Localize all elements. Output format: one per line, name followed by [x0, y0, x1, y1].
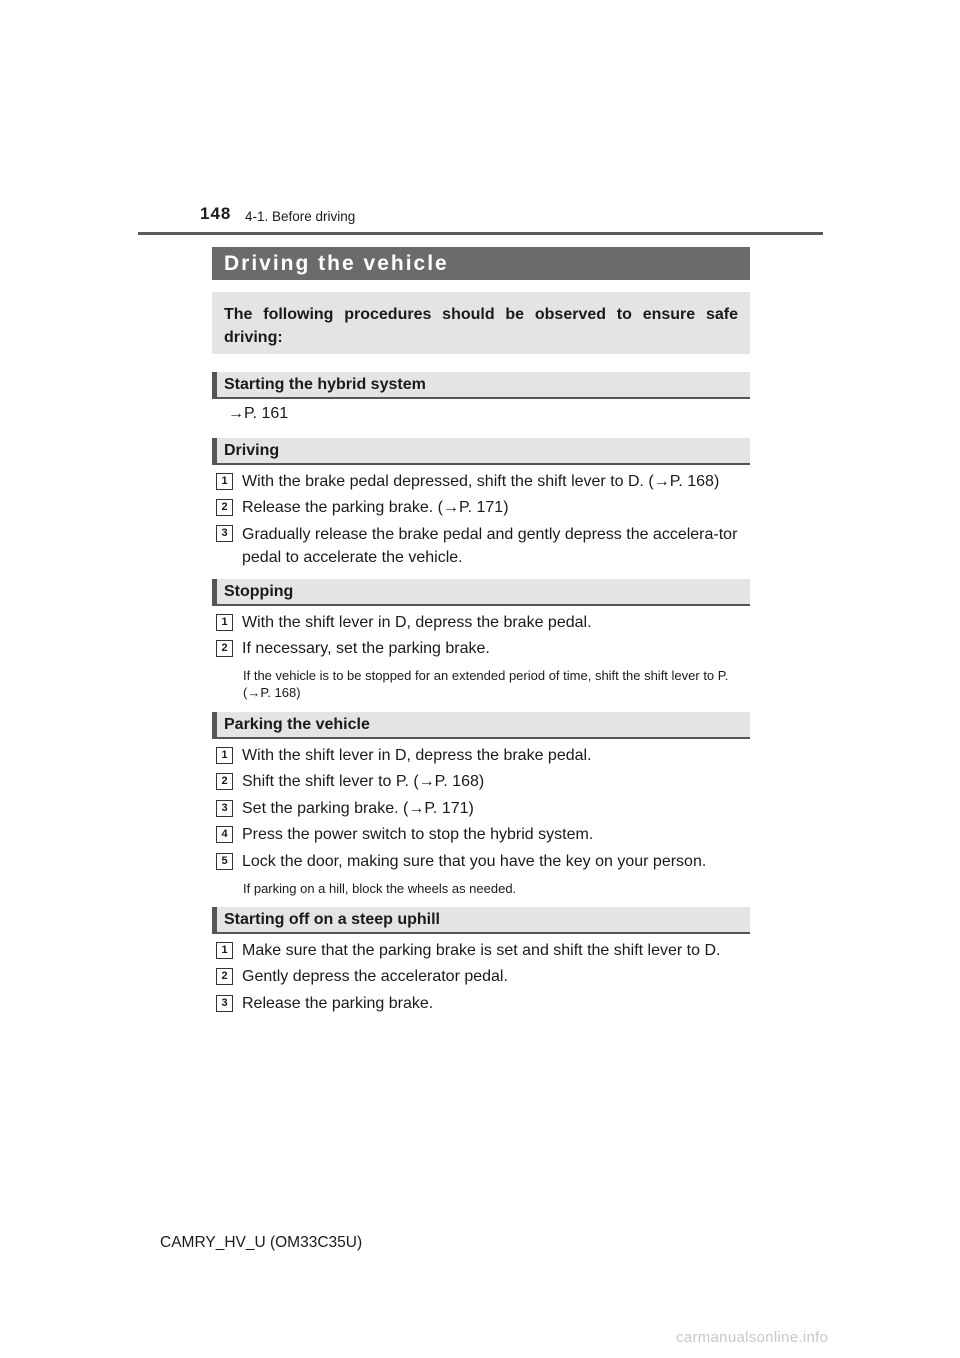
- step-number: 1: [216, 942, 233, 959]
- step-number: 2: [216, 968, 233, 985]
- step-text: Set the parking brake. (→P. 171): [242, 800, 474, 817]
- page-number: 148: [200, 204, 232, 223]
- subheading-starting: Starting the hybrid system: [212, 372, 750, 399]
- step-text: With the brake pedal depressed, shift the shift lever to D. (→P. 168): [242, 473, 720, 490]
- step-text: Gradually release the brake pedal and gently depress the accelera-tor pedal to accelerate the vehicle.: [242, 526, 738, 566]
- step-text: With the shift lever in D, depress the brake pedal.: [242, 614, 592, 631]
- subheading-stopping: Stopping: [212, 579, 750, 606]
- breadcrumb: 4-1. Before driving: [245, 209, 356, 224]
- step-text: With the shift lever in D, depress the brake pedal.: [242, 747, 592, 764]
- step-text: Make sure that the parking brake is set and shift the shift lever to D.: [242, 942, 721, 959]
- step-text: Lock the door, making sure that you have the key on your person.: [242, 853, 707, 870]
- step-text: If necessary, set the parking brake.: [242, 640, 490, 657]
- step-text: Shift the shift lever to P. (→P. 168): [242, 773, 485, 790]
- step-number: 2: [216, 773, 233, 790]
- step-number: 1: [216, 747, 233, 764]
- section-title: Driving the vehicle: [212, 247, 750, 280]
- subheading-parking: Parking the vehicle: [212, 712, 750, 739]
- step-number: 4: [216, 826, 233, 843]
- step-number: 2: [216, 640, 233, 657]
- step-number: 1: [216, 473, 233, 490]
- step-number: 3: [216, 525, 233, 542]
- subheading-driving: Driving: [212, 438, 750, 465]
- watermark: carmanualsonline.info: [676, 1329, 829, 1346]
- step-number: 3: [216, 995, 233, 1012]
- step-text: Gently depress the accelerator pedal.: [242, 968, 508, 985]
- step-number: 5: [216, 853, 233, 870]
- page-reference: →P. 161: [228, 405, 289, 422]
- parking-note: If parking on a hill, block the wheels as needed.: [243, 881, 517, 896]
- subheading-uphill: Starting off on a steep uphill: [212, 907, 750, 934]
- step-number: 1: [216, 614, 233, 631]
- step-text: Press the power switch to stop the hybrid system.: [242, 826, 594, 843]
- step-text: Release the parking brake.: [242, 995, 434, 1012]
- intro-box: The following procedures should be observed to ensure safe driving:: [212, 292, 750, 354]
- step-number: 2: [216, 499, 233, 516]
- step-text: Release the parking brake. (→P. 171): [242, 499, 509, 516]
- step-number: 3: [216, 800, 233, 817]
- document-code: CAMRY_HV_U (OM33C35U): [160, 1234, 363, 1251]
- header-divider: [138, 232, 823, 235]
- stopping-note: If the vehicle is to be stopped for an extended period of time, shift the shift lever to P. (→P. 168): [243, 668, 729, 700]
